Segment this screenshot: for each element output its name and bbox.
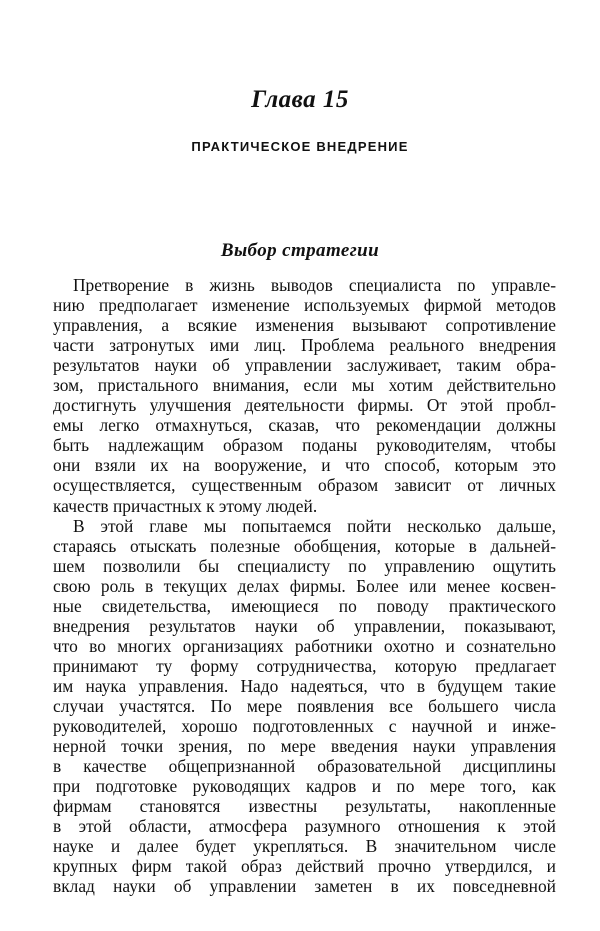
text-line: емы легко отмахнуться, сказав, что рекомендации должны <box>53 415 556 436</box>
text-line: Претворение в жизнь выводов специалиста по управле- <box>73 275 556 295</box>
text-line: результатов науки об управлении заслуживает, таким обра- <box>53 355 556 376</box>
text-line: в этой области, атмосфера разумного отношения к этой <box>53 816 556 837</box>
text-line: достигнуть улучшения деятельности фирмы. От этой пробл- <box>53 395 556 416</box>
text-line: нерной точки зрения, по мере введения науки управления <box>53 736 556 757</box>
text-line: крупных фирм такой образ действий прочно утвердился, и <box>53 856 556 877</box>
text-line: случаи участятся. По мере появления все большего числа <box>53 695 556 716</box>
text-line: быть надлежащим образом поданы руководителям, чтобы <box>53 435 556 456</box>
chapter-subtitle: ПРАКТИЧЕСКОЕ ВНЕДРЕНИЕ <box>191 139 409 154</box>
text-line: нию предполагает изменение используемых фирмой методов <box>53 295 556 316</box>
text-line: управления, а всякие изменения вызывают сопротивление <box>53 315 556 336</box>
text-line: руководителей, хорошо подготовленных с научной и инже- <box>53 716 556 737</box>
text-line: качеств причастных к этому людей. <box>53 495 318 516</box>
section-title: Выбор стратегии <box>220 240 380 261</box>
text-line: В этой главе мы попытаемся пойти несколько дальше, <box>73 515 556 536</box>
text-line: они взяли их на вооружение, и что способ, которым это <box>53 455 556 476</box>
text-line: шем позволили бы специалисту по управлению ощутить <box>53 555 556 576</box>
text-line: принимают ту форму сотрудничества, которую предлагает <box>53 655 556 676</box>
text-line: науке и далее будет укрепляться. В значительном числе <box>53 836 556 857</box>
paragraph <box>53 275 556 516</box>
paragraph <box>53 516 556 897</box>
text-line: при подготовке руководящих кадров и по мере того, как <box>53 776 556 797</box>
text-line: ные свидетельства, имеющиеся по поводу практического <box>53 595 556 616</box>
text-line: им наука управления. Надо надеяться, что в будущем такие <box>53 675 556 696</box>
text-line: свою роль в текущих делах фирмы. Более или менее косвен- <box>53 575 556 596</box>
chapter-title: Глава 15 <box>251 86 349 113</box>
text-line: внедрения результатов науки об управлении, показывают, <box>53 615 556 636</box>
text-line: зом, пристального внимания, если мы хотим действительно <box>53 375 556 396</box>
text-line: осуществляется, существенным образом зависит от личных <box>53 475 556 496</box>
text-line: фирмам становятся известны результаты, накопленные <box>53 796 556 817</box>
text-line: вклад науки об управлении заметен в их повседневной <box>53 876 556 897</box>
text-line: в качестве общепризнанной образовательной дисциплины <box>53 756 556 777</box>
body-text <box>53 275 556 896</box>
text-line: что во многих организациях работники охотно и сознательно <box>53 635 556 656</box>
text-line: стараясь отыскать полезные обобщения, которые в дальней- <box>53 535 556 556</box>
text-line: части затронутых ими лиц. Проблема реального внедрения <box>53 335 556 356</box>
